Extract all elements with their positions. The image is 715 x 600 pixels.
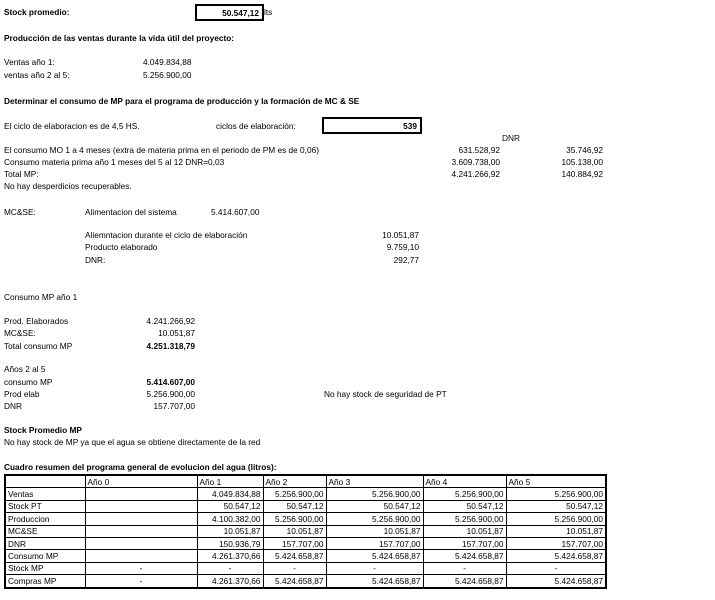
consumo-row-label: El consumo MO 1 a 4 meses (extra de materia prima en el periodo de PM es de 0,06) (4, 145, 319, 155)
table-cell[interactable]: 5.424.658,87 (506, 575, 606, 588)
mcse-alim-label: Alimentacion del sistema (85, 207, 177, 217)
anios25-row-label: consumo MP (4, 377, 53, 387)
mcse-row-value: 10.051,87 (382, 230, 419, 240)
header-cell[interactable]: Año 5 (506, 475, 606, 488)
mcse-label: MC&SE: (4, 207, 36, 217)
header-cell[interactable]: Año 1 (197, 475, 263, 488)
ciclo-text: El ciclo de elaboracion es de 4,5 HS. (4, 121, 140, 131)
consumo-row-v1: 4.241.266,92 (451, 169, 500, 179)
consumo-row-label: Consumo materia prima año 1 meses del 5 al 12 DNR=0,03 (4, 157, 225, 167)
table-cell[interactable]: 4.100.382,00 (197, 513, 263, 525)
header-cell[interactable]: Año 0 (85, 475, 197, 488)
table-cell[interactable]: 5.256.900,00 (263, 488, 326, 500)
table-header-row (5, 475, 606, 488)
table-cell[interactable]: 4.261.370,66 (197, 550, 263, 562)
no-desperdicios-text: No hay desperdicios recuperables. (4, 181, 132, 191)
table-cell[interactable] (85, 500, 197, 512)
stock-mp-text: No hay stock de MP ya que el agua se obtiene directamente de la red (4, 437, 261, 447)
table-cell[interactable]: 50.547,12 (263, 500, 326, 512)
cuadro-title: Cuadro resumen del programa general de evolucion del agua (litros): (4, 462, 277, 472)
table-cell[interactable]: 50.547,12 (197, 500, 263, 512)
anios25-title: Años 2 al 5 (4, 364, 46, 374)
ventas-2-label: ventas año 2 al 5: (4, 70, 70, 80)
table-row (5, 550, 606, 562)
table-cell[interactable]: 5.424.658,87 (263, 550, 326, 562)
table-cell[interactable]: 10.051,87 (263, 525, 326, 537)
row-label-cell[interactable]: Consumo MP (5, 550, 85, 562)
table-cell[interactable]: 50.547,12 (506, 500, 606, 512)
ciclo-label: ciclos de elaboración: (216, 121, 296, 131)
table-cell[interactable]: 10.051,87 (423, 525, 506, 537)
row-label-cell[interactable]: Compras MP (5, 575, 85, 588)
table-cell[interactable]: - (326, 562, 423, 574)
consumo-mp1-total-value: 4.251.318,79 (146, 341, 195, 351)
stock-mp-title: Stock Promedio MP (4, 425, 82, 435)
table-cell[interactable]: 4.049.834,88 (197, 488, 263, 500)
stock-promedio-value: 50.547,12 (222, 8, 259, 18)
header-cell[interactable]: Año 2 (263, 475, 326, 488)
table-cell[interactable]: 5.256.900,00 (506, 513, 606, 525)
ciclo-value: 539 (403, 121, 417, 131)
consumo-mp1-row-label: Prod. Elaborados (4, 316, 69, 326)
anios25-row-label: Prod elab (4, 389, 40, 399)
consumo-mp1-row-label: Total consumo MP (4, 341, 73, 351)
table-cell[interactable]: 5.424.658,87 (506, 550, 606, 562)
produccion-title: Producción de las ventas durante la vida útil del proyecto: (4, 33, 235, 43)
header-cell[interactable]: Año 3 (326, 475, 423, 488)
mcse-row-label: Producto elaborado (85, 242, 158, 252)
header-cell[interactable]: Año 4 (423, 475, 506, 488)
table-cell[interactable]: - (263, 562, 326, 574)
mp-title: Determinar el consumo de MP para el programa de producción y la formación de MC & SE (4, 96, 360, 106)
anios25-row-label: DNR (4, 401, 22, 411)
table-cell[interactable]: - (197, 562, 263, 574)
row-label-cell[interactable]: Ventas (5, 488, 85, 500)
ventas-1-value: 4.049.834,88 (143, 57, 192, 67)
anios25-row-value: 157.707,00 (153, 401, 195, 411)
consumo-row-v2: 35.746,92 (566, 145, 603, 155)
table-cell[interactable]: - (85, 562, 197, 574)
table-cell[interactable]: 157.707,00 (263, 537, 326, 549)
table-cell[interactable]: 4.261.370,66 (197, 575, 263, 588)
consumo-row-v1: 631.528,92 (458, 145, 500, 155)
row-label-cell[interactable]: DNR (5, 537, 85, 549)
consumo-row-v1: 3.609.738,00 (451, 157, 500, 167)
table-cell[interactable]: 5.256.900,00 (423, 513, 506, 525)
table-cell[interactable]: 50.547,12 (326, 500, 423, 512)
table-row (5, 500, 606, 512)
stock-promedio-unit: lts (264, 7, 273, 17)
table-cell[interactable]: - (85, 575, 197, 588)
row-label-cell[interactable]: Stock MP (5, 562, 85, 574)
table-cell[interactable]: 5.256.900,00 (506, 488, 606, 500)
table-cell[interactable]: 5.424.658,87 (326, 575, 423, 588)
dnr-header: DNR (502, 133, 520, 143)
table-cell[interactable]: - (506, 562, 606, 574)
table-row (5, 562, 606, 574)
table-row (5, 488, 606, 500)
consumo-mp1-title: Consumo MP año 1 (4, 292, 78, 302)
table-cell[interactable]: 5.256.900,00 (263, 513, 326, 525)
table-cell[interactable]: - (423, 562, 506, 574)
consumo-mp1-row-value: 10.051,87 (158, 328, 195, 338)
table-cell[interactable]: 5.256.900,00 (326, 513, 423, 525)
consumo-row-label: Total MP: (4, 169, 39, 179)
table-cell[interactable] (85, 550, 197, 562)
table-cell[interactable]: 10.051,87 (197, 525, 263, 537)
row-label-cell[interactable]: MC&SE (5, 525, 85, 537)
table-row (5, 525, 606, 537)
anios25-row-value: 5.414.607,00 (146, 377, 195, 387)
summary-table (4, 474, 607, 589)
mcse-row-label: DNR: (85, 255, 106, 265)
table-cell[interactable]: 5.256.900,00 (326, 488, 423, 500)
ventas-2-value: 5.256.900,00 (143, 70, 192, 80)
stock-promedio-label: Stock promedio: (4, 7, 70, 17)
table-cell[interactable]: 5.424.658,87 (423, 550, 506, 562)
row-label-cell[interactable]: Stock PT (5, 500, 85, 512)
table-row (5, 537, 606, 549)
ciclo-cell[interactable] (322, 117, 422, 134)
table-cell[interactable] (85, 537, 197, 549)
table-cell[interactable] (85, 513, 197, 525)
stock-promedio-cell[interactable] (195, 4, 264, 21)
consumo-row-v2: 105.138,00 (561, 157, 603, 167)
mcse-alim-value: 5.414.607,00 (211, 207, 260, 217)
mcse-row-value: 9.759,10 (386, 242, 419, 252)
table-cell[interactable]: 5.256.900,00 (423, 488, 506, 500)
table-cell[interactable]: 10.051,87 (506, 525, 606, 537)
table-cell[interactable]: 5.424.658,87 (423, 575, 506, 588)
mcse-row-label: Aliemntacion durante el ciclo de elaboración (85, 230, 248, 240)
anios25-row-value: 5.256.900,00 (146, 389, 195, 399)
table-cell[interactable] (85, 488, 197, 500)
ventas-1-label: Ventas año 1: (4, 57, 55, 67)
table-cell[interactable]: 5.424.658,87 (263, 575, 326, 588)
mcse-row-value: 292,77 (393, 255, 419, 265)
table-cell[interactable] (85, 525, 197, 537)
header-cell[interactable] (5, 475, 85, 488)
table-row (5, 513, 606, 525)
consumo-row-v2: 140.884,92 (561, 169, 603, 179)
row-label-cell[interactable]: Produccion (5, 513, 85, 525)
table-cell[interactable]: 150.936,79 (197, 537, 263, 549)
table-cell[interactable]: 157.707,00 (423, 537, 506, 549)
table-row (5, 575, 606, 588)
table-cell[interactable]: 5.424.658,87 (326, 550, 423, 562)
table-cell[interactable]: 50.547,12 (423, 500, 506, 512)
anios25-note: No hay stock de seguridad de PT (324, 389, 447, 399)
table-cell[interactable]: 157.707,00 (506, 537, 606, 549)
consumo-mp1-row-value: 4.241.266,92 (146, 316, 195, 326)
table-cell[interactable]: 10.051,87 (326, 525, 423, 537)
table-cell[interactable]: 157.707,00 (326, 537, 423, 549)
consumo-mp1-row-label: MC&SE: (4, 328, 36, 338)
